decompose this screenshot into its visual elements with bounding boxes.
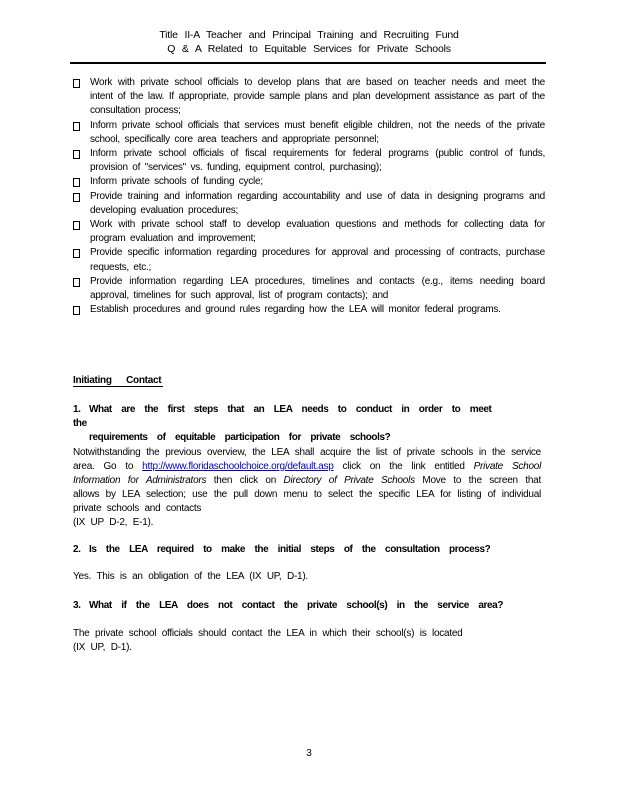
- answer-text: Move to the screen that allows by LEA selection; use the pull down menu to select the specific LEA for listing of individual private schools and contacts: [73, 475, 541, 514]
- answer-text: (IX UP, D-1).: [73, 642, 132, 653]
- answer-text: Notwithstanding the previous overview, the LEA shall acquire the list of private schools in the service area. Go to: [73, 447, 541, 472]
- list-item: [73, 275, 545, 303]
- bullet-box-icon: [73, 221, 80, 230]
- bullet-box-icon: [73, 178, 80, 187]
- answer-2: Yes. This is an obligation of the LEA (IX UP, D-1).: [73, 571, 308, 582]
- list-item: [73, 218, 545, 246]
- question-3: [73, 599, 543, 613]
- bullet-box-icon: [73, 79, 80, 88]
- list-item-text: Work with private school officials to develop plans that are based on teacher needs and meet the intent of the law. If appropriate, provide sample plans and plan development assistance as part of the consultation process;: [90, 77, 545, 117]
- list-item-text: Inform private school officials of fiscal requirements for federal programs (public control of funds, provision of "services" vs. funding, equipment control, purchasing);: [90, 148, 545, 174]
- list-item-text: Establish procedures and ground rules regarding how the LEA will monitor federal programs.: [90, 304, 501, 316]
- list-item: [73, 147, 545, 175]
- list-item-text: Inform private schools of funding cycle;: [90, 176, 263, 188]
- list-item: [73, 119, 545, 147]
- bullet-list: [73, 76, 545, 317]
- answer-3: [73, 627, 541, 655]
- answer-1: [73, 446, 541, 530]
- answer-text: click on the link entitled: [342, 461, 465, 472]
- list-item: [73, 76, 545, 119]
- section-heading: Initiating Contact: [73, 375, 162, 386]
- question-text: What are the first steps that an LEA needs to conduct in order to meet the: [73, 404, 492, 429]
- florida-school-choice-link[interactable]: http://www.floridaschoolchoice.org/default.asp: [142, 461, 334, 472]
- question-number: 2.: [73, 544, 81, 555]
- question-1: [73, 403, 513, 445]
- bullet-box-icon: [73, 150, 80, 159]
- answer-italic-text: Directory of Private Schools: [283, 475, 415, 486]
- list-item-text: Provide specific information regarding procedures for approval and processing of contracts, purchase requests, etc.;: [90, 247, 545, 273]
- answer-text: The private school officials should contact the LEA in which their school(s) is located: [73, 628, 463, 639]
- question-text: What if the LEA does not contact the private school(s) in the service area?: [89, 600, 504, 611]
- list-item: [73, 175, 545, 189]
- header-title-line-2: Q & A Related to Equitable Services for Private Schools: [167, 43, 451, 55]
- bullet-box-icon: [73, 193, 80, 202]
- list-item-text: Inform private school officials that services must benefit eligible children, not the needs of the private school, specifically core area teachers and appropriate personnel;: [90, 119, 545, 145]
- list-item-text: Provide training and information regarding accountability and use of data in designing programs and developing evaluation procedures;: [90, 190, 545, 216]
- list-item-text: Work with private school staff to develop evaluation questions and methods for collecting data for program evaluation and improvement;: [90, 219, 545, 245]
- bullet-box-icon: [73, 306, 80, 315]
- answer-italic-text: Private School Information for Administrators: [73, 461, 542, 486]
- header-divider: [70, 62, 546, 64]
- list-item-text: Provide information regarding LEA procedures, timelines and contacts (e.g., items needing board approval, timelines for such approval, list of program contacts); and: [90, 275, 545, 302]
- question-number: 1.: [73, 404, 81, 415]
- bullet-box-icon: [73, 122, 80, 131]
- answer-text: then click on: [213, 475, 277, 486]
- list-item: [73, 190, 545, 218]
- bullet-box-icon: [73, 278, 80, 287]
- list-item: [73, 303, 545, 317]
- page-number: 3: [306, 748, 312, 759]
- question-text: Is the LEA required to make the initial steps of the consultation process?: [89, 544, 491, 555]
- bullet-box-icon: [73, 249, 80, 258]
- header-title-line-1: Title II-A Teacher and Principal Training and Recruiting Fund: [159, 29, 459, 41]
- list-item: [73, 246, 545, 274]
- question-text-continued: requirements of equitable participation for private schools?: [89, 432, 391, 443]
- question-number: 3.: [73, 600, 81, 611]
- answer-reference: (IX UP D-2, E-1).: [73, 517, 154, 528]
- question-2: [73, 543, 543, 557]
